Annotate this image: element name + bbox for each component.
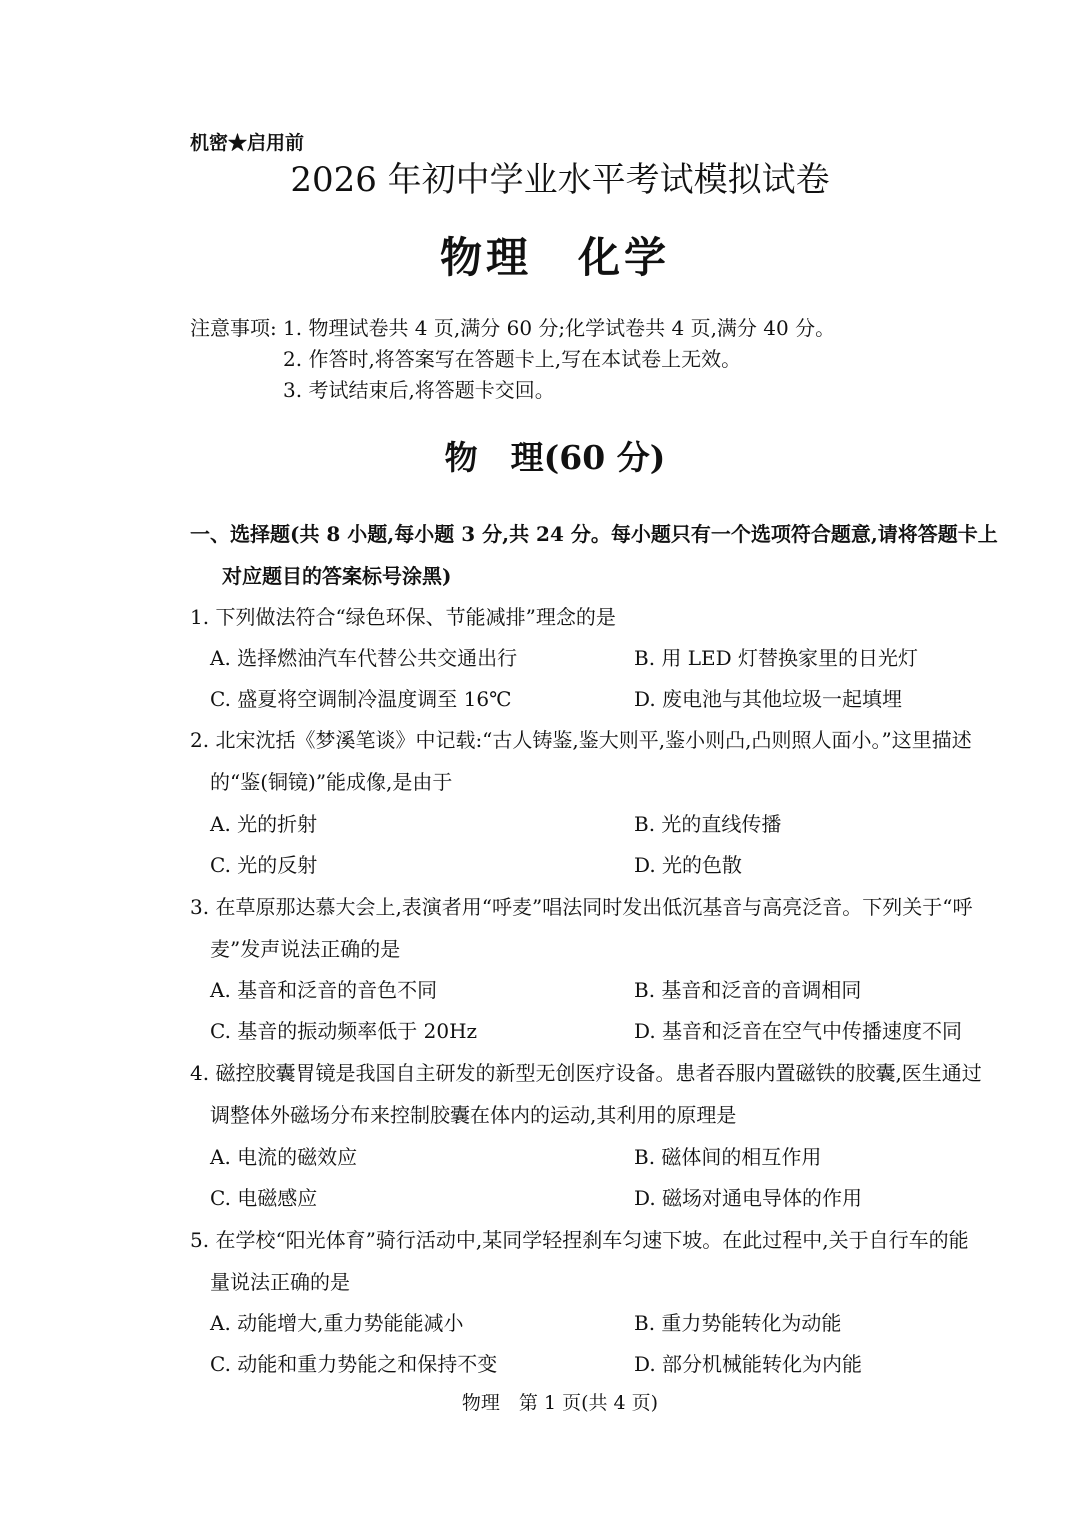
- notice-label: 注意事项:: [190, 316, 277, 340]
- q1-option-a: A. 选择燃油汽车代替公共交通出行: [210, 646, 518, 670]
- question-3: 3. 在草原那达慕大会上,表演者用“呼麦”唱法同时发出低沉基音与高亮泛音。下列关于“呼: [190, 895, 973, 919]
- notice-item: 2. 作答时,将答案写在答题卡上,写在本试卷上无效。: [283, 347, 742, 371]
- q4-option-b: B. 磁体间的相互作用: [634, 1145, 822, 1169]
- q5-option-d: D. 部分机械能转化为内能: [634, 1352, 863, 1376]
- q3-option-b: B. 基音和泛音的音调相同: [634, 978, 862, 1002]
- question-2: 2. 北宋沈括《梦溪笔谈》中记载:“古人铸鉴,鉴大则平,鉴小则凸,凸则照人面小。”这里描述: [190, 728, 972, 752]
- q4-option-d: D. 磁场对通电导体的作用: [634, 1186, 863, 1210]
- q1-option-b: B. 用 LED 灯替换家里的日光灯: [634, 646, 919, 670]
- q5-option-a: A. 动能增大,重力势能能减小: [210, 1311, 464, 1335]
- confidential-label: 机密★启用前: [190, 132, 305, 154]
- q4-option-c: C. 电磁感应: [210, 1186, 318, 1210]
- question-4: 4. 磁控胶囊胃镜是我国自主研发的新型无创医疗设备。患者吞服内置磁铁的胶囊,医生通过: [190, 1061, 982, 1085]
- q2-option-c: C. 光的反射: [210, 853, 318, 877]
- q2-option-b: B. 光的直线传播: [634, 812, 782, 836]
- question-5: 5. 在学校“阳光体育”骑行活动中,某同学轻捏刹车匀速下坡。在此过程中,关于自行车的能: [190, 1228, 969, 1252]
- question-5-continued: 量说法正确的是: [210, 1270, 350, 1294]
- question-4-continued: 调整体外磁场分布来控制胶囊在体内的运动,其利用的原理是: [210, 1103, 737, 1127]
- q5-option-c: C. 动能和重力势能之和保持不变: [210, 1352, 498, 1376]
- section-title: 物 理(60 分): [444, 438, 666, 477]
- exam-title: 2026 年初中学业水平考试模拟试卷: [290, 160, 830, 200]
- section-heading-continued: 对应题目的答案标号涂黑): [222, 564, 452, 588]
- q4-option-a: A. 电流的磁效应: [210, 1145, 358, 1169]
- notice-item: 3. 考试结束后,将答题卡交回。: [283, 378, 555, 402]
- q1-option-d: D. 废电池与其他垃圾一起填埋: [634, 687, 903, 711]
- page-footer: 物理 第 1 页(共 4 页): [461, 1392, 659, 1414]
- q3-option-c: C. 基音的振动频率低于 20Hz: [210, 1019, 478, 1043]
- q2-option-d: D. 光的色散: [634, 853, 743, 877]
- q2-option-a: A. 光的折射: [210, 812, 318, 836]
- question-2-continued: 的“鉴(铜镜)”能成像,是由于: [210, 770, 453, 794]
- exam-subject: 物理 化学: [439, 233, 670, 282]
- q5-option-b: B. 重力势能转化为动能: [634, 1311, 842, 1335]
- q3-option-d: D. 基音和泛音在空气中传播速度不同: [634, 1019, 963, 1043]
- question-1: 1. 下列做法符合“绿色环保、节能减排”理念的是: [190, 605, 616, 629]
- notice-item: 1. 物理试卷共 4 页,满分 60 分;化学试卷共 4 页,满分 40 分。: [283, 316, 836, 340]
- q3-option-a: A. 基音和泛音的音色不同: [210, 978, 438, 1002]
- q1-option-c: C. 盛夏将空调制冷温度调至 16℃: [210, 687, 512, 711]
- section-heading: 一、选择题(共 8 小题,每小题 3 分,共 24 分。每小题只有一个选项符合题意,请将答题卡上: [190, 522, 998, 546]
- question-3-continued: 麦”发声说法正确的是: [210, 937, 401, 961]
